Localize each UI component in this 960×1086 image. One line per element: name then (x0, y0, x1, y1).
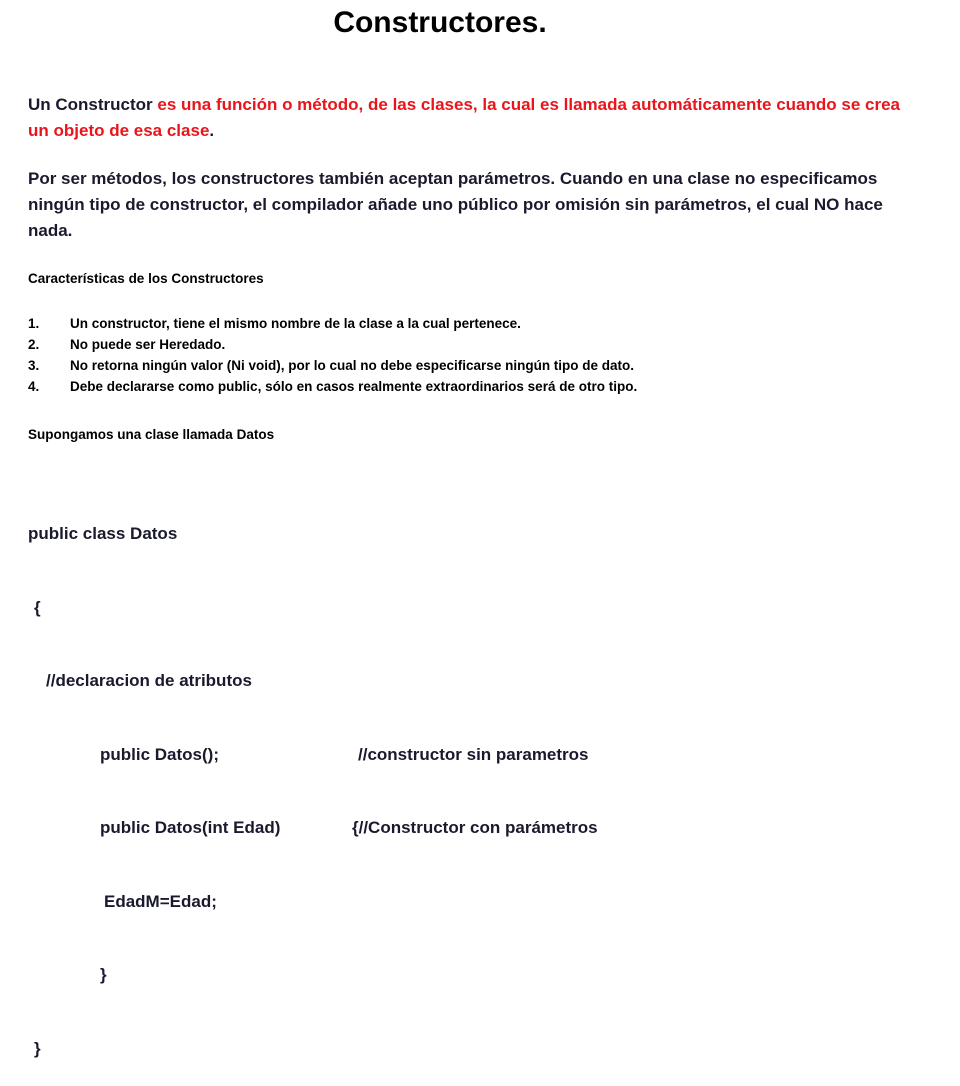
constructor-definition (28, 92, 908, 144)
code-line (28, 816, 598, 841)
list-text: Un constructor, tiene el mismo nombre de la clase a la cual pertenece. (70, 316, 521, 331)
features-list (28, 313, 637, 397)
list-item (28, 376, 637, 397)
code-line (28, 1037, 280, 1062)
constructor-definition-highlight: es una función o método, de las clases, la cual es llamada automáticamente cuando se crea un objeto de esa clase (28, 95, 900, 140)
list-number: 3. (28, 358, 40, 373)
code-text: EdadM=Edad; (104, 891, 217, 911)
code-comment: {//Constructor con parámetros (352, 818, 598, 837)
definition-period: . (209, 121, 215, 140)
code-line (28, 743, 589, 768)
code-text: public class Datos (28, 524, 178, 543)
code-comment: //declaracion de atributos (46, 671, 252, 690)
code-text: public Datos(); (100, 744, 219, 764)
list-item (28, 313, 637, 334)
list-number: 2. (28, 337, 40, 352)
code-text: { (34, 597, 41, 617)
list-text: No retorna ningún valor (Ni void), por lo cual no debe especificarse ningún tipo de dato. (70, 358, 635, 373)
constructor-term: Un Constructor (28, 95, 158, 114)
code-line (28, 596, 280, 621)
code-text: } (34, 1038, 41, 1058)
code-line (28, 522, 280, 547)
code-text: public Datos(int Edad) (100, 818, 281, 837)
list-number: 1. (28, 316, 40, 331)
list-text: Debe declararse como public, sólo en casos realmente extraordinarios será de otro tipo. (70, 379, 638, 394)
features-heading: Características de los Constructores (28, 271, 264, 286)
code-line (28, 890, 280, 915)
code-line (28, 963, 280, 988)
parameters-paragraph: Por ser métodos, los constructores también aceptan parámetros. Cuando en una clase no especificamos ningún tipo de constructor, el compilador añade uno público por omisión sin parámetros, el cual NO hace nada. (28, 169, 883, 240)
code-text: } (100, 965, 107, 984)
list-number: 4. (28, 379, 40, 394)
list-item (28, 334, 637, 355)
list-text: No puede ser Heredado. (70, 337, 226, 352)
code-line (28, 669, 280, 694)
slide-title: Constructores. (333, 6, 547, 39)
list-item (28, 355, 637, 376)
example-intro: Supongamos una clase llamada Datos (28, 427, 275, 442)
code-comment: //constructor sin parametros (358, 744, 589, 764)
code-example (28, 473, 598, 1086)
